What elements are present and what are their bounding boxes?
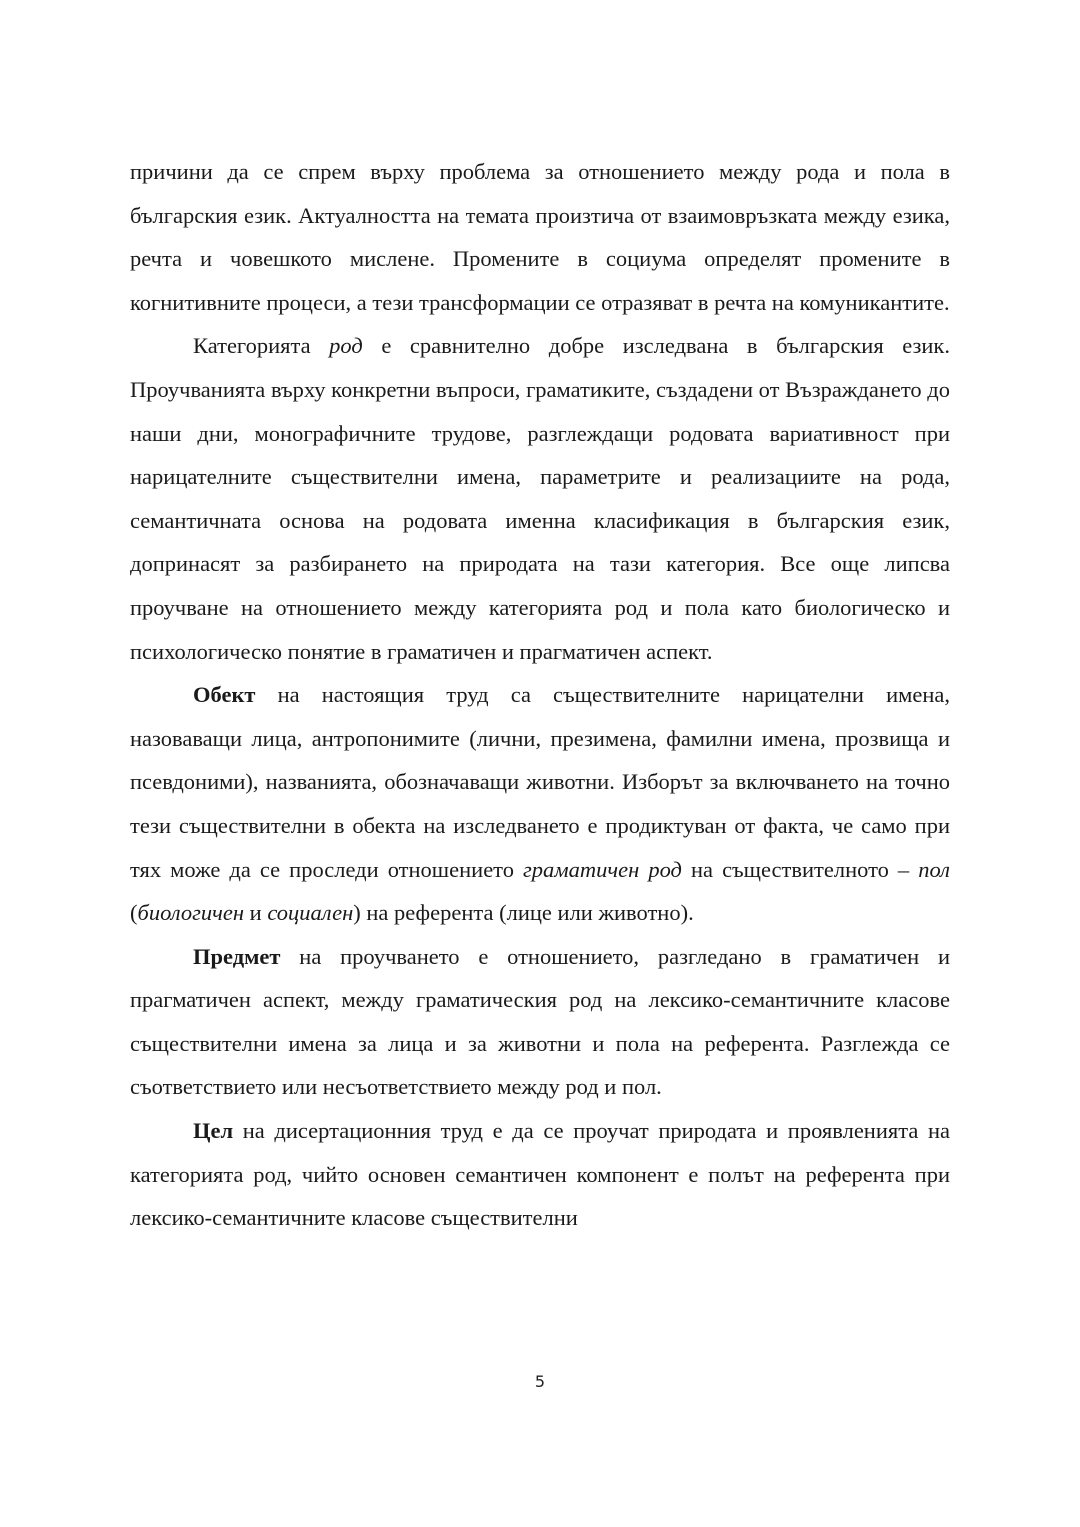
paragraph-category-gender — [130, 324, 950, 673]
paragraph-text: на дисертационния труд е да се проучат природата и проявленията на категорията род, чийто основен семантичен компонент е полът на референта при лексико-семантичните класове съществителни — [130, 1118, 950, 1231]
bold-term-subject: Предмет — [193, 943, 281, 969]
paragraph-text: и — [244, 900, 268, 926]
paragraph-text: на съществителното – — [681, 856, 919, 882]
paragraph-text: на настоящия труд са съществителните нарицателни имена, назоваващи лица, антропонимите (лични, презимена, фамилни имена, прозвища и псевдоними), названията, обозначаващи животни. Изборът за включването на точно тези съществителни в обекта на изследването е продиктуван от факта, че само при тях може да се проследи отношението — [130, 682, 950, 882]
italic-term: пол — [918, 856, 950, 882]
paragraph-text: на проучването е отношението, разгледано в граматичен и прагматичен аспект, между граматическия род на лексико-семантичните класове съществителни имена за лица и за животни и пола на референта. Разглежда се съответствието или несъответствието между род и пол. — [130, 943, 950, 1100]
italic-term: род — [329, 333, 363, 359]
paragraph-goal — [130, 1109, 950, 1240]
paragraph-text: е сравнително добре изследвана в българския език. Проучванията върху конкретни въпроси, граматиките, създадени от Възраждането до наши дни, монографичните трудове, разглеждащи родовата вариативност при нарицателните съществителни имена, параметрите и реализациите на рода, семантичната основа на родовата именна класификация в българския език, допринасят за разбирането на природата на тази категория. Все още липсва проучване на отношението между категорията род и пола като биологическо и психологическо понятие в граматичен и прагматичен аспект. — [130, 333, 950, 664]
italic-term: граматичен род — [523, 856, 682, 882]
paragraph-text: Категорията — [193, 333, 330, 359]
paragraph-text: ( — [130, 900, 138, 926]
italic-term: социален — [267, 900, 354, 926]
italic-term: биологичен — [137, 900, 245, 926]
bold-term-goal: Цел — [193, 1118, 234, 1144]
paragraph-object — [130, 673, 950, 935]
paragraph-intro-continuation: причини да се спрем върху проблема за отношението между рода и пола в българския език. Актуалността на темата произтича от взаимовръзката между езика, речта и човешкото мислене. Промените в социума определят промените в когнитивните процеси, а тези трансформации се отразяват в речта на комуникантите. — [130, 159, 950, 315]
page-number: 5 — [534, 1372, 546, 1391]
paragraph-subject — [130, 935, 950, 1109]
paragraph-text: ) на референта (лице или животно). — [353, 900, 694, 926]
body-text — [130, 150, 950, 1240]
bold-term-object: Обект — [193, 682, 256, 708]
